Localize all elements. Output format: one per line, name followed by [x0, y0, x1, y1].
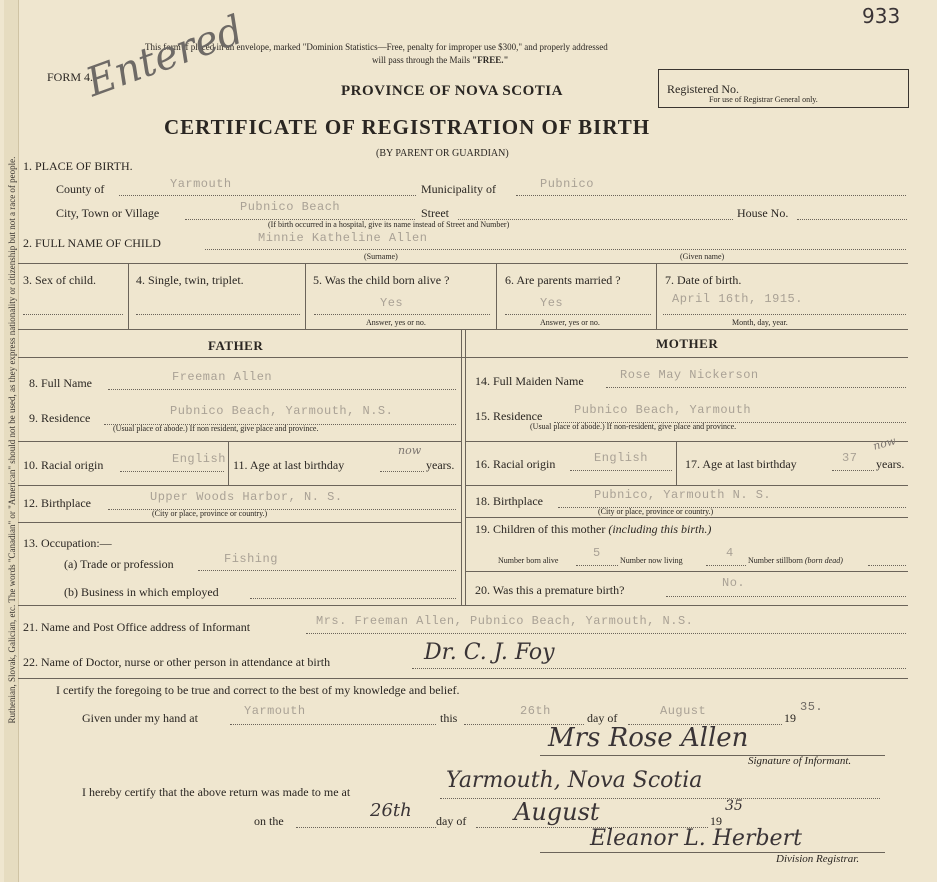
- mother-residence-label: 15. Residence: [475, 409, 543, 423]
- child-name-label: 2. FULL NAME OF CHILD: [23, 236, 161, 250]
- now-living-value: 4: [726, 546, 734, 560]
- registrar-month-value: August: [514, 798, 600, 826]
- doctor-value: Dr. C. J. Foy: [424, 640, 555, 665]
- mother-racial-value: English: [594, 451, 648, 465]
- mother-name-label: 14. Full Maiden Name: [475, 374, 584, 388]
- doctor-label: 22. Name of Doctor, nurse or other person in attendance at birth: [23, 655, 331, 669]
- father-birthplace-value: Upper Woods Harbor, N. S.: [150, 490, 343, 504]
- certify-statement: I certify the foregoing to be true and correct to the best of my knowledge and belief.: [56, 683, 460, 697]
- registrar-day-value: 26th: [370, 800, 412, 821]
- registrar-on-label: on the: [254, 814, 284, 828]
- father-residence-note: (Usual place of abode.) If non resident, give place and province.: [113, 424, 319, 433]
- born-alive-value: Yes: [380, 296, 404, 310]
- entered-stamp: Entered: [80, 6, 250, 106]
- form-number: FORM 4.: [47, 70, 94, 84]
- mother-birthplace-note: (City or place, province or country.): [598, 507, 714, 516]
- born-alive-count-value: 5: [593, 546, 601, 560]
- premature-label: 20. Was this a premature birth?: [475, 583, 625, 597]
- given-year-value: 35.: [800, 700, 824, 714]
- certificate-subtitle: (BY PARENT OR GUARDIAN): [376, 148, 509, 159]
- certificate-title: CERTIFICATE OF REGISTRATION OF BIRTH: [164, 115, 651, 139]
- born-alive-count-label: Number born alive: [498, 556, 559, 565]
- father-name-label: 8. Full Name: [29, 376, 92, 390]
- given-month-value: August: [660, 704, 707, 718]
- given-name-note: (Given name): [680, 252, 725, 261]
- informant-signature-label: Signature of Informant.: [748, 755, 852, 767]
- hospital-note: (If birth occurred in a hospital, give its name instead of Street and Number): [268, 220, 510, 229]
- father-age-unit: years.: [426, 458, 455, 472]
- occupation-label: 13. Occupation:—: [23, 536, 112, 550]
- plurality-label: 4. Single, twin, triplet.: [136, 273, 244, 287]
- mother-residence-value: Pubnico Beach, Yarmouth: [574, 403, 752, 417]
- mother-age-note: now: [871, 434, 898, 453]
- birth-date-note: Month, day, year.: [732, 318, 788, 327]
- corner-number: 933: [862, 4, 901, 28]
- mother-birthplace-label: 18. Birthplace: [475, 494, 543, 508]
- mother-heading: MOTHER: [656, 336, 719, 351]
- county-value: Yarmouth: [170, 177, 232, 191]
- children-label-italic: (including this birth.): [608, 522, 712, 536]
- premature-value: No.: [722, 576, 746, 590]
- father-racial-label: 10. Racial origin: [23, 458, 104, 472]
- mother-age-value: 37: [842, 451, 858, 465]
- street-label: Street: [421, 206, 449, 220]
- registrar-day-of-label: day of: [436, 814, 467, 828]
- child-name-value: Minnie Katheline Allen: [258, 231, 428, 245]
- place-of-birth-label: 1. PLACE OF BIRTH.: [23, 159, 133, 173]
- stillborn-label: [748, 556, 843, 565]
- registrar-year-value: 35: [725, 798, 743, 814]
- parents-married-label: 6. Are parents married ?: [505, 273, 621, 287]
- registered-number-label: Registered No.: [667, 82, 739, 96]
- informant-signature: Mrs Rose Allen: [548, 723, 749, 753]
- birth-date-label: 7. Date of birth.: [665, 273, 742, 287]
- province-title: PROVINCE OF NOVA SCOTIA: [341, 83, 563, 99]
- father-birthplace-label: 12. Birthplace: [23, 496, 91, 510]
- stillborn-label-text: Number stillborn: [748, 556, 803, 565]
- parents-married-value: Yes: [540, 296, 564, 310]
- registrar-signature-label: Division Registrar.: [776, 853, 860, 865]
- stillborn-note: (born dead): [804, 556, 843, 565]
- mail-note-line2: [372, 55, 509, 65]
- mother-name-value: Rose May Nickerson: [620, 368, 759, 382]
- father-residence-label: 9. Residence: [29, 411, 91, 425]
- parents-married-note: Answer, yes or no.: [540, 318, 600, 327]
- mail-note-line1: This form if placed in an envelope, marked "Dominion Statistics—Free, penalty for improper use $300," and properly addressed: [145, 42, 608, 52]
- given-day-of-label: day of: [587, 711, 618, 725]
- children-label: [475, 522, 711, 537]
- house-number-label: House No.: [737, 206, 789, 220]
- city-value: Pubnico Beach: [240, 200, 341, 214]
- surname-note: (Surname): [364, 252, 398, 261]
- registrar-signature: Eleanor L. Herbert: [590, 826, 802, 851]
- informant-value: Mrs. Freeman Allen, Pubnico Beach, Yarmouth, N.S.: [316, 614, 694, 628]
- father-residence-value: Pubnico Beach, Yarmouth, N.S.: [170, 404, 394, 418]
- born-alive-label: 5. Was the child born alive ?: [313, 273, 450, 287]
- registered-number-box: [658, 69, 909, 108]
- mother-residence-note: (Usual place of abode.) If non-resident, give place and province.: [530, 422, 737, 431]
- mail-note-text: will pass through the Mails: [372, 55, 470, 65]
- father-racial-value: English: [172, 452, 226, 466]
- given-year-prefix: 19: [784, 711, 796, 725]
- children-label-text: 19. Children of this mother: [475, 522, 606, 536]
- mother-birthplace-value: Pubnico, Yarmouth N. S.: [594, 488, 772, 502]
- side-margin-strip: [4, 0, 19, 882]
- business-label: (b) Business in which employed: [64, 585, 219, 599]
- birth-date-value: April 16th, 1915.: [672, 292, 803, 306]
- side-margin-text: Ruthenian, Slovak, Galician, etc. The words "Canadian" or "American" should not be used, as they express nationality or citizenship but not a race of people.: [7, 156, 17, 724]
- city-label: City, Town or Village: [56, 206, 160, 220]
- this-label: this: [440, 711, 458, 725]
- registrar-year-prefix: 19: [710, 814, 722, 828]
- county-label: County of: [56, 182, 105, 196]
- mail-note-free: "FREE.": [472, 55, 509, 65]
- registrar-statement: I hereby certify that the above return was made to me at: [82, 785, 351, 799]
- municipality-value: Pubnico: [540, 177, 594, 191]
- sex-label: 3. Sex of child.: [23, 273, 96, 287]
- father-birthplace-note: (City or place, province or country.): [152, 509, 268, 518]
- trade-value: Fishing: [224, 552, 278, 566]
- mother-age-label: 17. Age at last birthday: [685, 457, 797, 471]
- trade-label: (a) Trade or profession: [64, 557, 174, 571]
- given-place-value: Yarmouth: [244, 704, 306, 718]
- mother-racial-label: 16. Racial origin: [475, 457, 556, 471]
- father-age-label: 11. Age at last birthday: [233, 458, 345, 472]
- now-living-label: Number now living: [620, 556, 683, 565]
- born-alive-note: Answer, yes or no.: [366, 318, 426, 327]
- given-day-value: 26th: [520, 704, 551, 718]
- municipality-label: Municipality of: [421, 182, 496, 196]
- given-under-hand-label: Given under my hand at: [82, 711, 198, 725]
- father-heading: FATHER: [208, 338, 264, 353]
- informant-label: 21. Name and Post Office address of Informant: [23, 620, 251, 634]
- mother-age-unit: years.: [876, 457, 905, 471]
- registrar-place-value: Yarmouth, Nova Scotia: [446, 768, 703, 793]
- father-name-value: Freeman Allen: [172, 370, 273, 384]
- registered-number-note: For use of Registrar General only.: [709, 95, 818, 104]
- father-age-note: now: [398, 444, 422, 457]
